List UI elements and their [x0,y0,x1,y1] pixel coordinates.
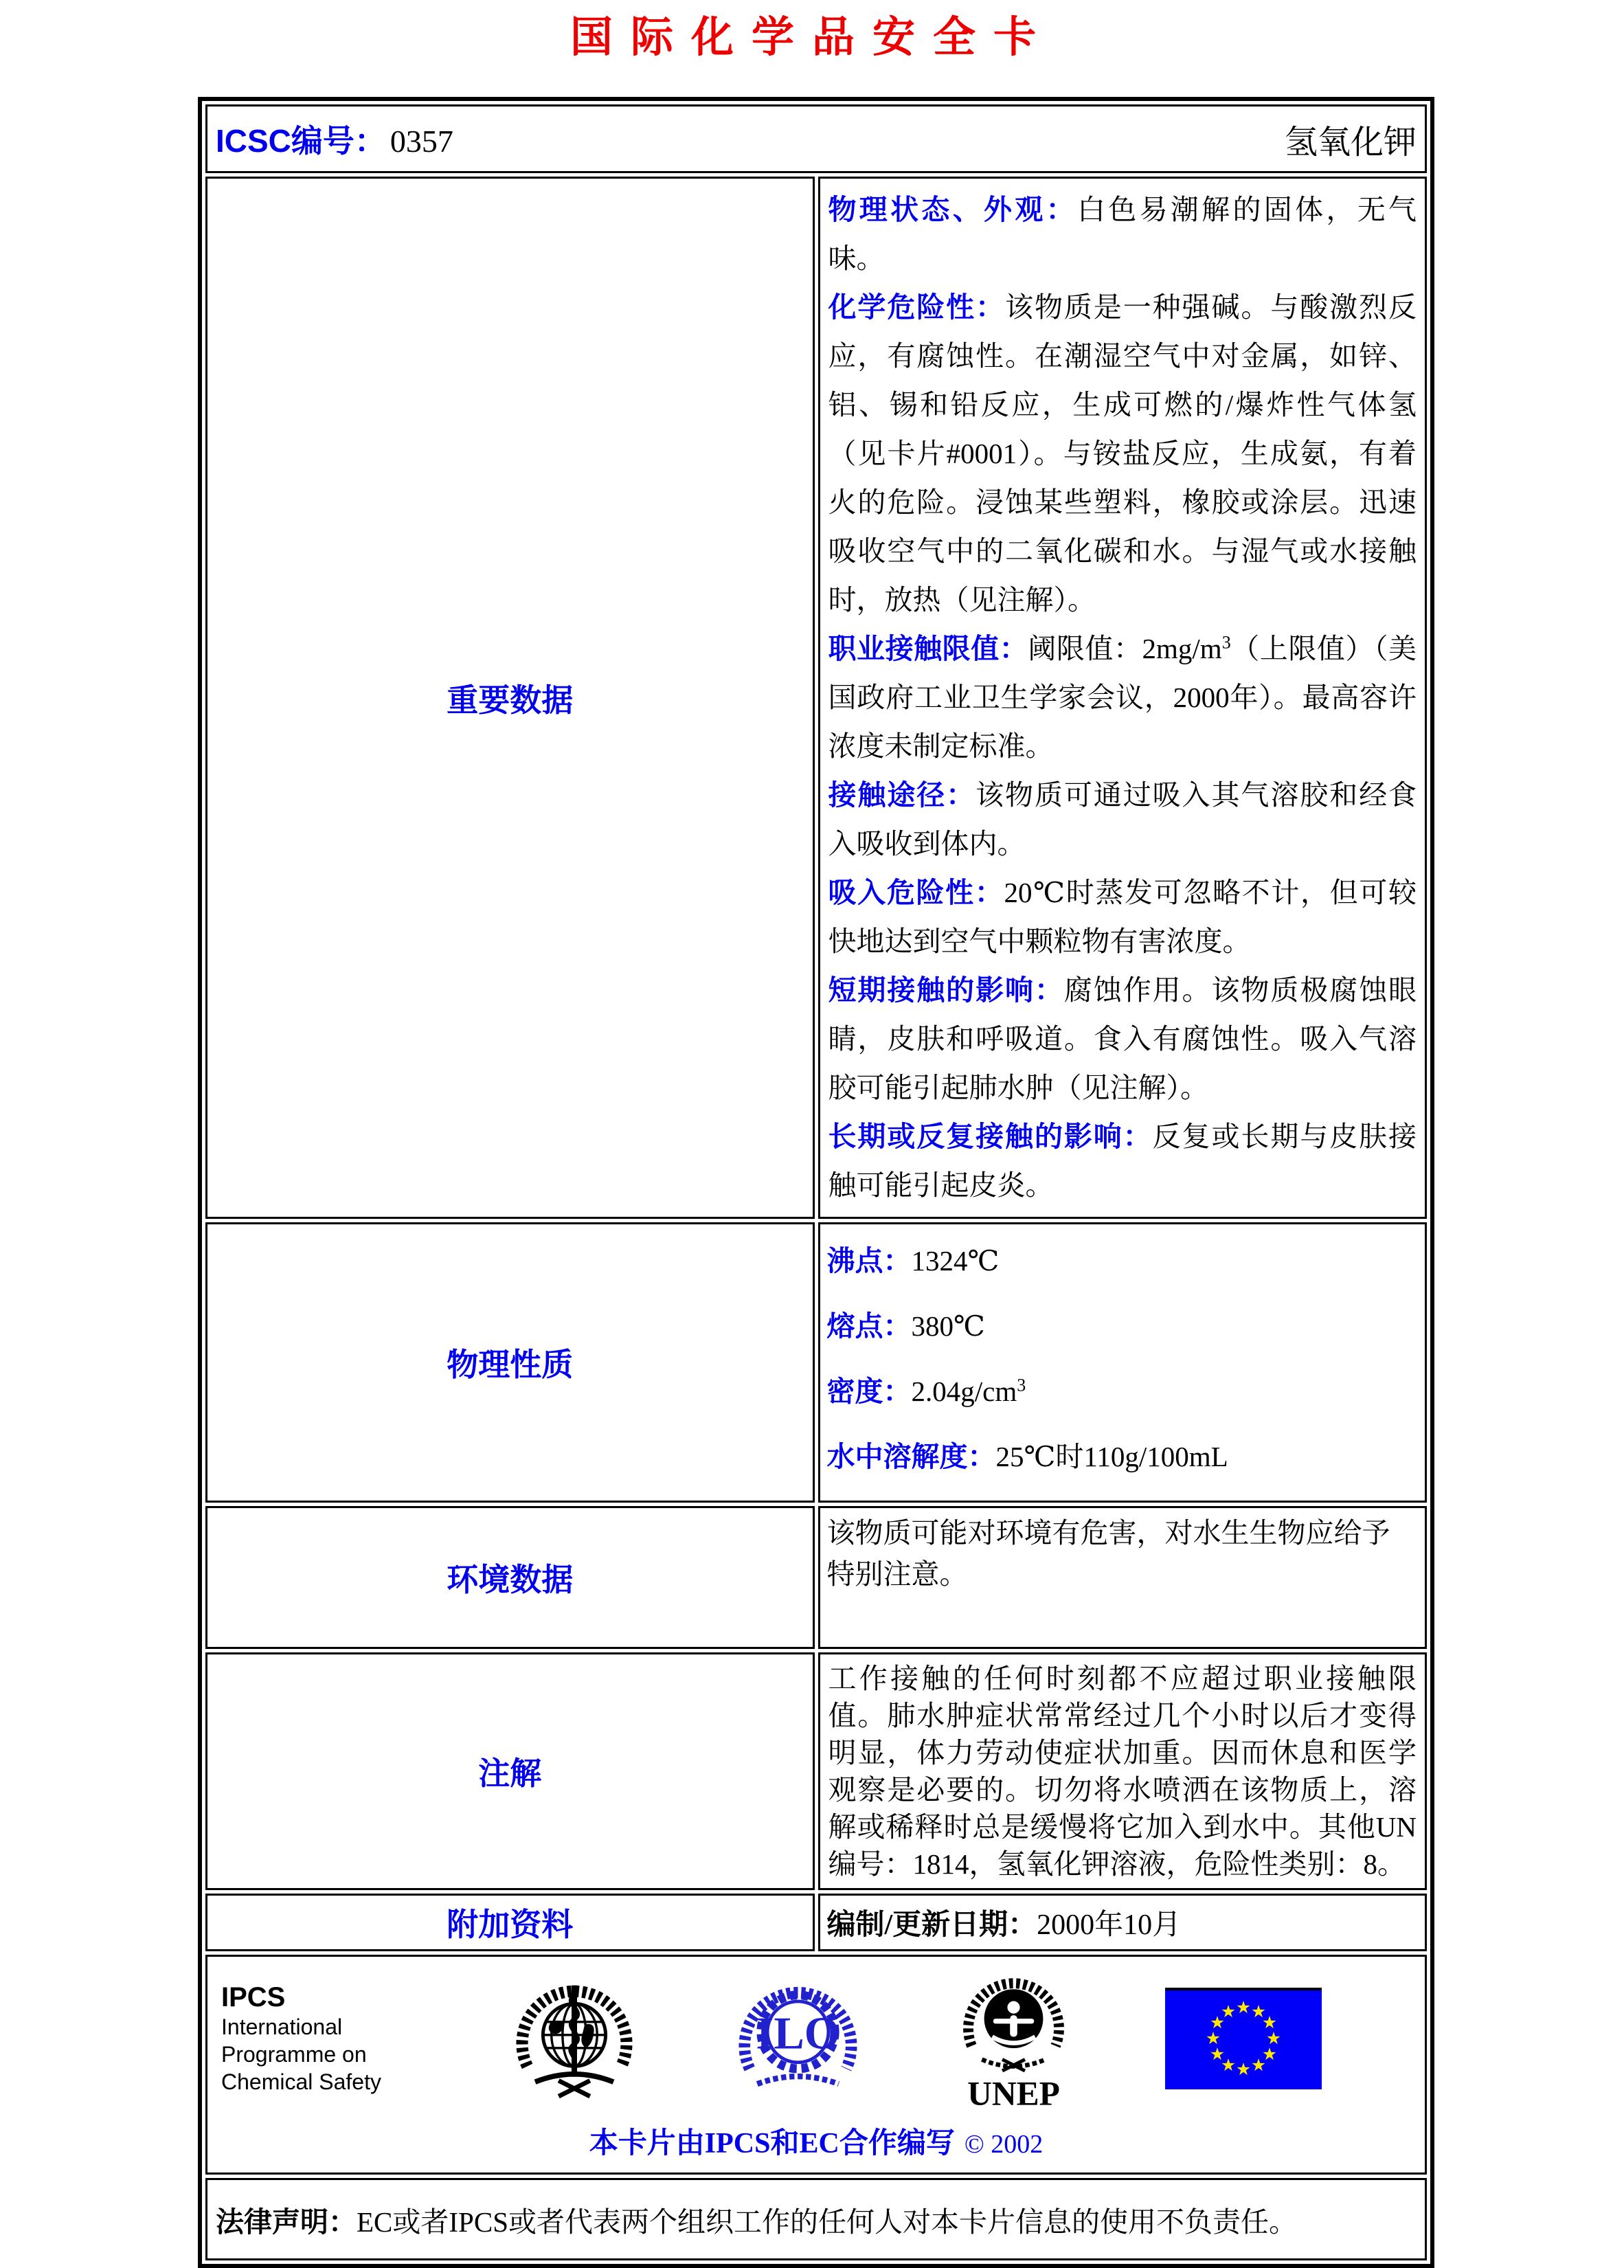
row-label-important: 重要数据 [205,177,815,1219]
ilo-emblem-icon [734,1972,861,2106]
field-label: 职业接触限值： [828,633,1028,664]
row-label-environment: 环境数据 [205,1506,815,1649]
eu-flag-icon [1165,1988,1322,2089]
chemical-name: 氢氧化钾 [1284,124,1417,161]
field-label: 沸点： [826,1245,912,1277]
para-short-term [828,966,1417,1112]
boiling-point [827,1228,1419,1294]
para-exposure-limit [828,625,1417,771]
para-exposure-route [828,771,1417,868]
field-label: 长期或反复接触的影响： [828,1121,1153,1152]
logos-content [205,1955,1427,2175]
icsc-card-table [198,97,1434,2268]
row-legal [205,2178,1427,2260]
ipcs-line: Chemical Safety [221,2069,381,2094]
row-label-physical: 物理性质 [205,1222,815,1503]
field-text: 阈限值：2mg/m [1028,633,1222,664]
field-label: 熔点： [826,1310,912,1342]
ipcs-acronym: IPCS [221,1981,286,2012]
density [827,1359,1419,1424]
header-cell [205,104,1427,173]
row-additional [205,1894,1427,1951]
copyright-text: © 2002 [964,2130,1044,2159]
para-physical-state [828,186,1417,283]
legal-content [205,2178,1427,2260]
field-text: 反复或长期与皮肤接触可能引起皮炎。 [828,1121,1417,1201]
row-notes [205,1652,1427,1890]
legal-text: EC或者IPCS或者代表两个组织工作的任何人对本卡片信息的使用不负责任。 [357,2205,1297,2238]
environment-text: 该物质可能对环境有危害，对水生生物应给予特别注意。 [826,1517,1390,1590]
superscript: 3 [1017,1375,1026,1395]
melting-point [827,1294,1419,1359]
water-solubility [827,1424,1419,1490]
notes-text: 工作接触的任何时刻都不应超过职业接触限值。肺水肿症状常常经过几个小时以后才变得明显，体力劳动使症状加重。因而休息和医学观察是必要的。切勿将水喷洒在该物质上，溶解或稀释时总是缓慢将它加入到水中。其他UN编号：1814，氢氧化钾溶液，危险性类别：8。 [828,1663,1417,1880]
icsc-number-group [216,116,453,161]
cooperation-caption [221,2120,1411,2162]
caption-text: 本卡片由IPCS和EC合作编写 [589,2128,955,2159]
field-label: 水中溶解度： [826,1441,996,1472]
legal-label: 法律声明： [216,2205,357,2238]
field-label: 物理状态、外观： [828,194,1077,225]
para-inhalation-risk [828,868,1417,966]
row-label-additional: 附加资料 [205,1894,815,1951]
para-long-term [828,1112,1417,1210]
row-environment [205,1506,1427,1649]
ipcs-line: Programme on [221,2041,367,2067]
row-logos [205,1955,1427,2175]
icsc-document [0,3,1624,2238]
ilo-letters: ILO [756,2008,840,2058]
field-label: 化学危险性： [828,291,1006,323]
update-date-value: 2000年10月 [1037,1909,1182,1941]
field-text: 25℃时110g/100mL [995,1441,1228,1472]
field-text: 20℃时蒸发可忽略不计，但可较快地达到空气中颗粒物有害浓度。 [828,877,1417,957]
field-label: 接触途径： [828,779,976,811]
para-chemical-danger [828,283,1417,625]
icsc-number-value: 0357 [390,124,453,159]
physical-content [818,1222,1428,1503]
field-label: 短期接触的影响： [828,974,1064,1006]
field-label: 密度： [826,1376,912,1407]
row-physical [205,1222,1427,1503]
field-text: 1324℃ [911,1245,1000,1277]
field-text: 380℃ [911,1310,985,1342]
ipcs-text-block [221,1982,414,2096]
field-label: 吸入危险性： [828,877,1004,908]
environment-content [818,1506,1428,1649]
ipcs-line: International [221,2014,343,2039]
field-text: 2.04g/cm [911,1376,1017,1407]
field-text: 该物质可通过吸入其气溶胶和经食入吸收到体内。 [828,779,1417,860]
row-important [205,177,1427,1219]
field-text: 该物质是一种强碱。与酸激烈反应，有腐蚀性。在潮湿空气中对金属，如锌、铝、锡和铅反应，生成可燃的/爆炸性气体氢（见卡片#0001）。与铵盐反应，生成氨，有着火的危险。浸蚀某些塑料，橡胶或涂层。迅速吸收空气中的二氧化碳和水。与湿气或水接触时，放热（见注解）。 [828,291,1417,616]
notes-content [818,1652,1428,1890]
unep-letters: UNEP [967,2074,1060,2111]
who-emblem-icon [509,1972,640,2106]
row-label-notes: 注解 [205,1652,815,1890]
update-date-label: 编制/更新日期： [826,1909,1037,1941]
page-title: 国际化学品安全卡 [569,14,1054,61]
icsc-number-label: ICSC编号： [216,123,386,159]
field-text: 腐蚀作用。该物质极腐蚀眼睛，皮肤和呼吸道。食入有腐蚀性。吸入气溶胶可能引起肺水肿（见注解）。 [828,974,1417,1103]
additional-content [818,1894,1428,1951]
field-text: 白色易潮解的固体，无气味。 [828,194,1417,274]
header-row [205,104,1427,173]
unep-emblem-icon [957,1966,1070,2111]
superscript: 3 [1221,632,1231,653]
important-content [818,177,1428,1219]
field-text: （上限值）（美国政府工业卫生学家会议，2000年）。最高容许浓度未制定标准。 [828,633,1417,762]
